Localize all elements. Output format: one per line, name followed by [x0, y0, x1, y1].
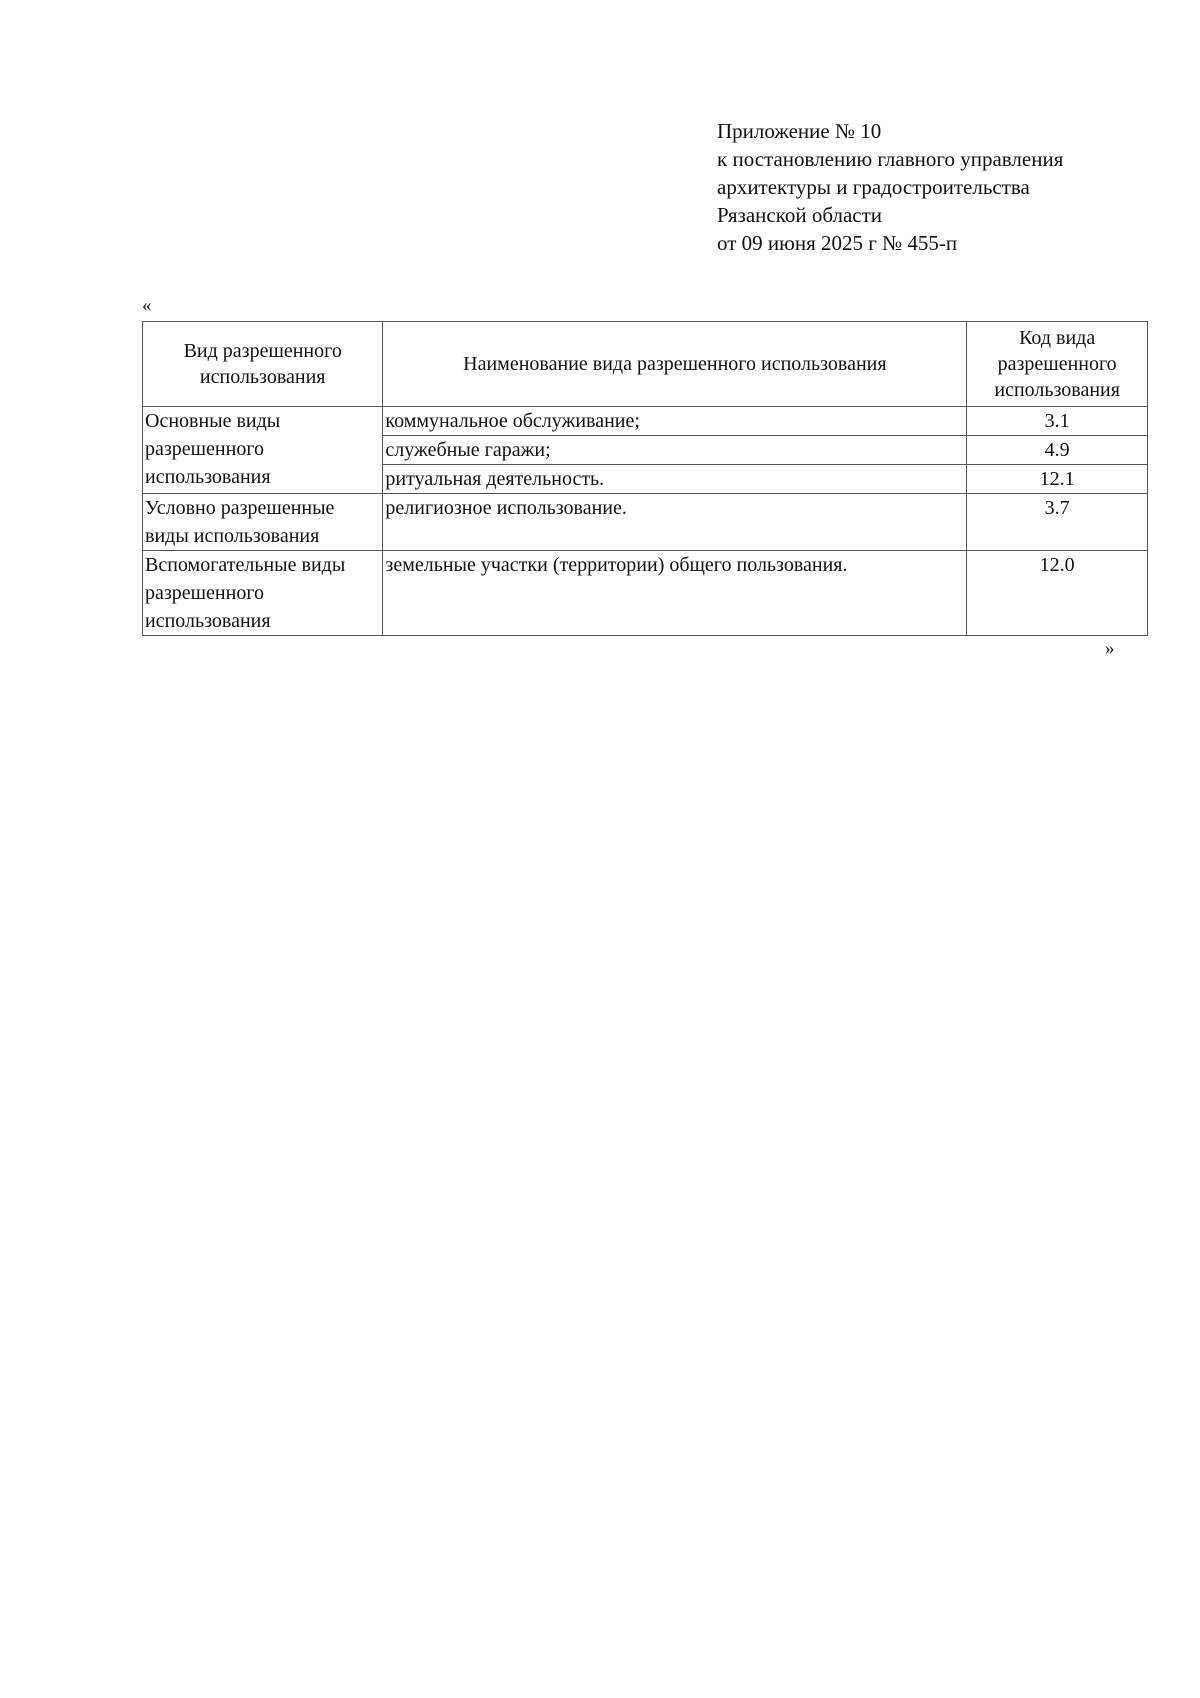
header-use-code: Код вида разрешенного использования [967, 322, 1148, 407]
use-name-cell: коммунальное обслуживание; [383, 407, 967, 436]
use-code-cell: 12.1 [967, 465, 1148, 494]
table-row [143, 407, 1148, 436]
use-code-cell: 4.9 [967, 436, 1148, 465]
table-row [143, 494, 1148, 551]
use-name-cell: земельные участки (территории) общего пользования. [383, 551, 967, 636]
use-code-cell: 12.0 [967, 551, 1148, 636]
appendix-line-decree: к постановлению главного управления [717, 147, 1064, 171]
appendix-line-region: Рязанской области [717, 203, 883, 227]
opening-quote: « [142, 295, 152, 316]
land-use-table [142, 321, 1148, 636]
group-type-cell: Вспомогательные виды разрешенного использования [143, 551, 383, 636]
appendix-header [717, 117, 1063, 257]
use-name-cell: религиозное использование. [383, 494, 967, 551]
appendix-title: Приложение № 10 [717, 119, 882, 143]
appendix-line-authority: архитектуры и градостроительства [717, 175, 1030, 199]
closing-quote: » [1105, 638, 1115, 659]
table-row [143, 551, 1148, 636]
group-type-cell: Основные виды разрешенного использования [143, 407, 383, 494]
header-use-name: Наименование вида разрешенного использования [383, 322, 967, 407]
group-type-cell: Условно разрешенные виды использования [143, 494, 383, 551]
header-use-type: Вид разрешенного использования [143, 322, 383, 407]
use-code-cell: 3.7 [967, 494, 1148, 551]
table-header-row [143, 322, 1148, 407]
use-code-cell: 3.1 [967, 407, 1148, 436]
use-name-cell: служебные гаражи; [383, 436, 967, 465]
appendix-line-date: от 09 июня 2025 г № 455-п [717, 231, 958, 255]
use-name-cell: ритуальная деятельность. [383, 465, 967, 494]
